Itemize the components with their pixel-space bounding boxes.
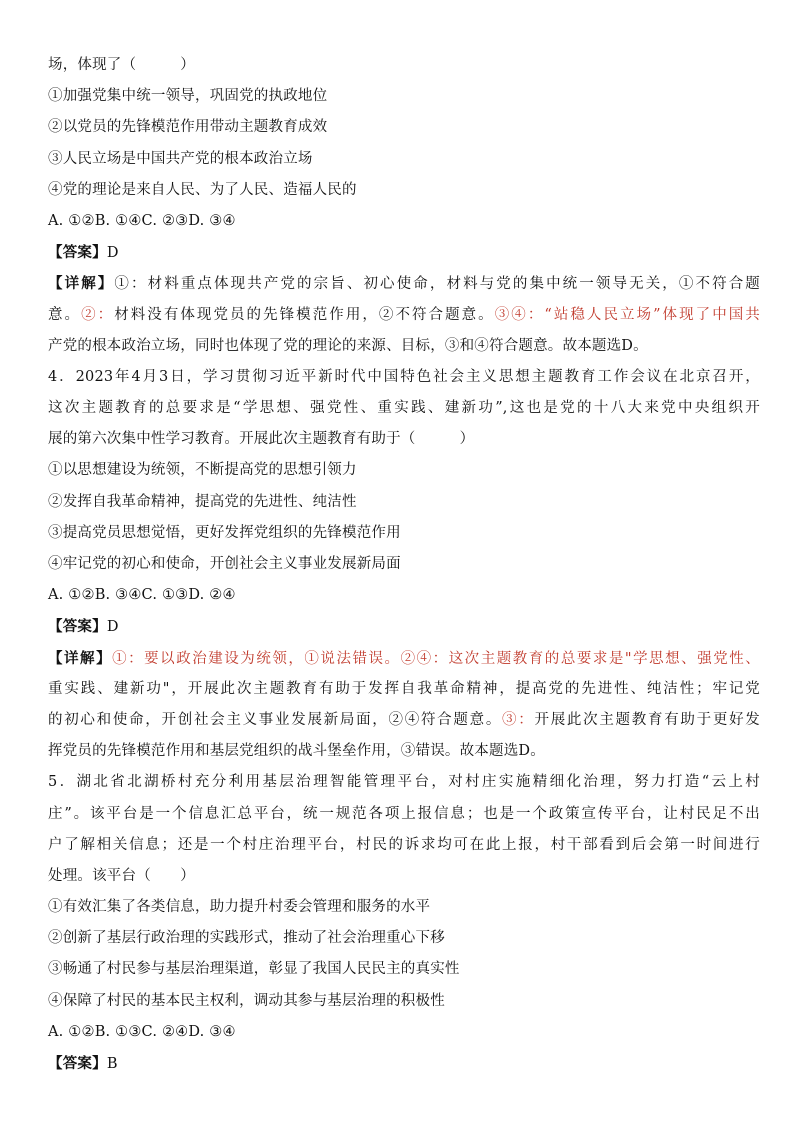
detail-text: 的初心和使命，开创社会主义事业发展新局面，②④符合题意。 [48,711,503,728]
q5-option-1: ①有效汇集了各类信息，助力提升村委会管理和服务的水平 [48,899,431,916]
q4-detail-line-3 [48,705,760,736]
q4-stem-line-2: 这次主题教育的总要求是“学思想、强党性、重实践、建新功”,这也是党的十八大来党中央组织开 [48,400,760,417]
q4-stem-line-3: 展的第六次集中性学习教育。开展此次主题教育有助于（ ） [48,431,475,448]
q4-stem-line-1: 4．2023年4月3日，学习贯彻习近平新时代中国特色社会主义思想主题教育工作会议在北京召开， [48,368,760,385]
answer-tag: 【答案】 [48,618,107,636]
q3-option-2: ②以党员的先锋模范作用带动主题教育成效 [48,119,328,136]
detail-text: 开展此次主题教育有助于更好发 [534,711,760,728]
q5-answer [48,1048,760,1079]
q3-answer [48,237,760,268]
answer-tag: 【答案】 [48,1055,107,1072]
detail-highlight: ①：要以政治建设为统领，①说法错误。 [112,650,401,667]
q3-detail-line-3: 产党的根本政治立场，同时也体现了党的理论的来源、目标，③和④符合题意。故本题选D。 [48,337,648,354]
q5-stem-line-4: 处理。该平台（ ） [48,867,195,884]
q5-stem-line-1: 5．湖北省北湖桥村充分利用基层治理智能管理平台，对村庄实施精细化治理，努力打造“云上村 [48,774,760,791]
detail-marker: ②： [81,306,115,323]
answer-value: D [106,619,119,636]
q3-detail-line-2 [48,300,760,331]
q4-detail-line-4: 挥党员的先锋模范作用和基层党组织的战斗堡垒作用，③错误。故本题选D。 [48,743,545,760]
detail-marker: ②④： [400,650,449,667]
document-page [48,50,760,1079]
q3-option-3: ③人民立场是中国共产党的根本政治立场 [48,150,313,167]
q5-stem-line-2: 庄”。该平台是一个信息汇总平台，统一规范各项上报信息；也是一个政策宣传平台，让村民足不出 [48,805,760,822]
q5-option-2: ②创新了基层行政治理的实践形式，推动了社会治理重心下移 [48,930,445,947]
detail-highlight: “站稳人民立场”体现了中国共 [544,306,760,323]
q4-option-4: ④牢记党的初心和使命，开创社会主义事业发展新局面 [48,556,401,572]
q3-stem-end: 场，体现了（ ） [48,57,195,73]
detail-marker: ③： [502,711,535,728]
q4-option-2: ②发挥自我革命精神，提高党的先进性、纯洁性 [48,493,357,510]
answer-value: B [106,1056,118,1072]
detail-highlight: 这次主题教育的总要求是"学思想、强党性、 [448,650,760,667]
q4-choices: A. ①②B. ③④C. ①③D. ②④ [48,587,236,604]
q3-option-1: ①加强党集中统一领导，巩固党的执政地位 [48,88,328,105]
answer-tag: 【答案】 [48,244,107,262]
q4-detail-line-2: 重实践、建新功"，开展此次主题教育有助于发挥自我革命精神，提高党的先进性、纯洁性；牢记党 [48,680,760,697]
q5-option-3: ③畅通了村民参与基层治理渠道，彰显了我国人民民主的真实性 [48,961,460,978]
q4-option-3: ③提高党员思想觉悟，更好发挥党组织的先锋模范作用 [48,524,401,541]
detail-text: ①：材料重点体现共产党的宗旨、初心使命，材料与党的集中统一领导无关，①不符合题 [114,276,761,293]
q3-choices: A. ①②B. ①④C. ②③D. ③④ [48,212,236,229]
q5-stem-line-3: 户了解相关信息；还是一个村庄治理平台，村民的诉求均可在此上报，村干部看到后会第一时间进行 [48,836,760,853]
q3-option-4: ④党的理论是来自人民、为了人民、造福人民的 [48,181,357,198]
detail-marker: ③④： [494,306,545,323]
q5-option-4: ④保障了村民的基本民主权利，调动其参与基层治理的积极性 [48,992,445,1009]
q3-detail-line-1 [48,268,760,299]
detail-tag: 【详解】 [48,649,113,667]
q4-option-1: ①以思想建设为统领，不断提高党的思想引领力 [48,462,357,479]
detail-text: 意。 [48,306,82,323]
q4-answer [48,611,760,642]
detail-text: 材料没有体现党员的先锋模范作用，②不符合题意。 [114,306,495,323]
answer-value: D [106,245,119,262]
q4-detail-line-1 [48,643,760,674]
q5-choices: A. ①②B. ①③C. ②④D. ③④ [48,1023,236,1040]
detail-tag: 【详解】 [48,275,115,293]
